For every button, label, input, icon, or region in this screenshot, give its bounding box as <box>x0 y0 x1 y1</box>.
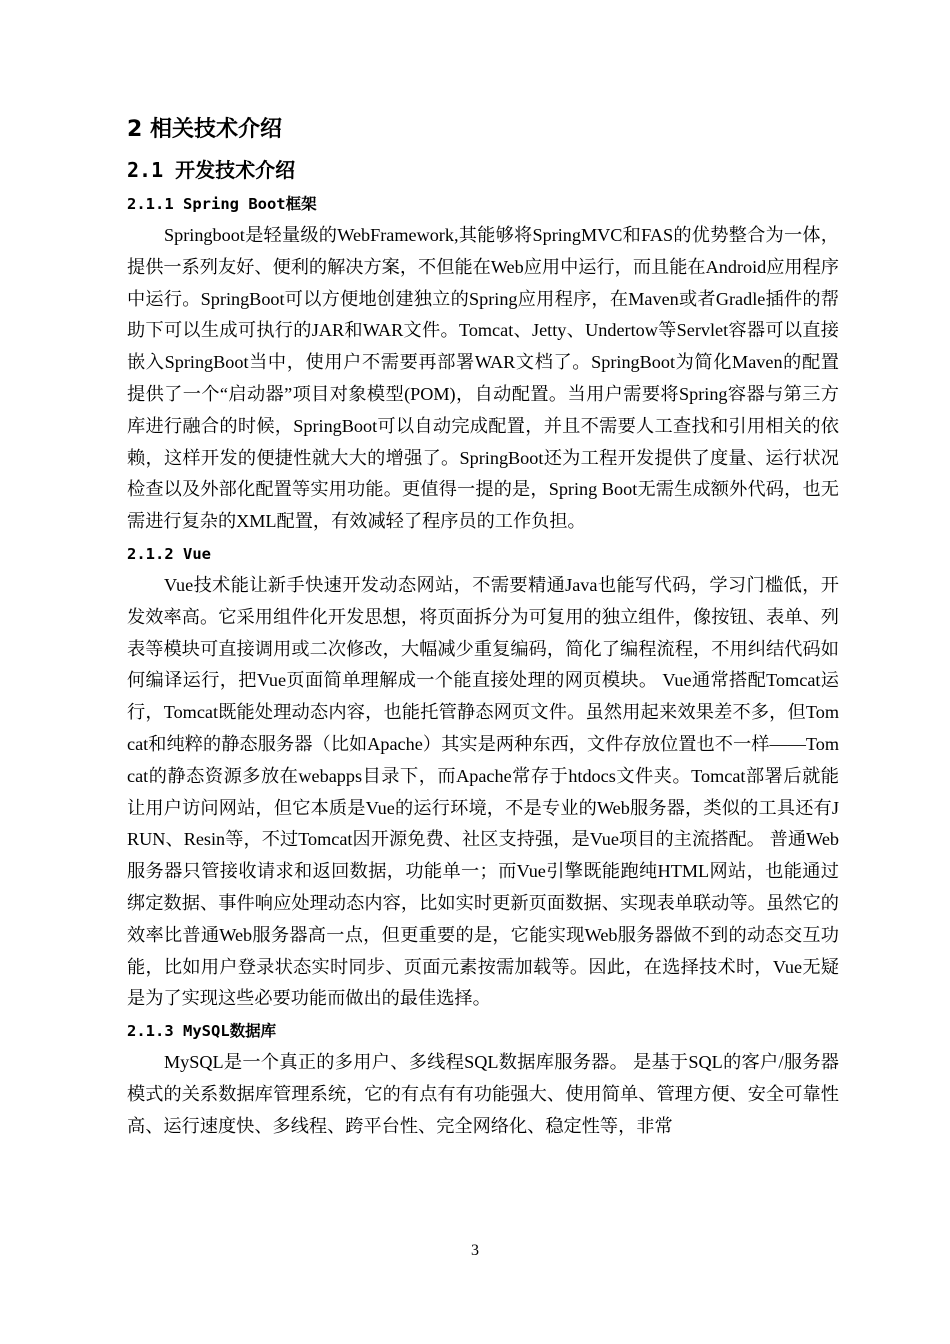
paragraph-spring-boot: Springboot是轻量级的WebFramework,其能够将SpringMVC和FAS的优势整合为一体，提供一系列友好、便利的解决方案，不但能在Web应用中运行，而且能在Android应用程序中运行。SpringBoot可以方便地创建独立的Spring应用程序，在Maven或者Gradle插件的帮助下可以生成可执行的JAR和WAR文件。Tomcat、Jetty、Undertow等Servlet容器可以直接嵌入SpringBoot当中，使用户不需要再部署WAR文档了。SpringBoot为简化Maven的配置提供了一个“启动器”项目对象模型(POM)，自动配置。当用户需要将Spring容器与第三方库进行融合的时候，SpringBoot可以自动完成配置，并且不需要人工查找和引用相关的依赖，这样开发的便捷性就大大的增强了。SpringBoot还为工程开发提供了度量、运行状况检查以及外部化配置等实用功能。更值得一提的是，Spring Boot无需生成额外代码，也无需进行复杂的XML配置，有效减轻了程序员的工作负担。 <box>127 225 839 532</box>
page-body <box>127 112 839 1143</box>
chapter-heading: 2 相关技术介绍 <box>127 117 282 142</box>
paragraph-vue: Vue技术能让新手快速开发动态网站，不需要精通Java也能写代码，学习门槛低，开发效率高。它采用组件化开发思想，将页面拆分为可复用的独立组件，像按钮、表单、列表等模块可直接调用或二次修改，大幅减少重复编码，简化了编程流程，不用纠结代码如何编译运行，把Vue页面简单理解成一个能直接处理的网页模块。 Vue通常搭配Tomcat运行，Tomcat既能处理动态内容，也能托管静态网页文件。虽然用起来效果差不多，但Tomcat和纯粹的静态服务器（比如Apache）其实是两种东西，文件存放位置也不一样——Tomcat的静态资源多放在webapps目录下，而Apache常存于htdocs文件夹。Tomcat部署后就能让用户访问网站，但它本质是Vue的运行环境，不是专业的Web服务器，类似的工具还有JRUN、Resin等，不过Tomcat因开源免费、社区支持强，是Vue项目的主流搭配。 普通Web服务器只管接收请求和返回数据，功能单一；而Vue引擎既能跑纯HTML网站，也能通过绑定数据、事件响应处理动态内容，比如实时更新页面数据、实现表单联动等。虽然它的效率比普通Web服务器高一点，但更重要的是，它能实现Web服务器做不到的动态交互功能，比如用户登录状态实时同步、页面元素按需加载等。因此，在选择技术时，Vue无疑是为了实现这些必要功能而做出的最佳选择。 <box>127 574 839 1009</box>
subsection-heading-vue: 2.1.2 Vue <box>127 544 211 563</box>
paragraph-mysql: MySQL是一个真正的多用户、多线程SQL数据库服务器。 是基于SQL的客户/服务器模式的关系数据库管理系统，它的有点有有功能强大、使用简单、管理方便、安全可靠性高、运行速度快、多线程、跨平台性、完全网络化、稳定性等，非常 <box>127 1052 839 1136</box>
page-number: 3 <box>471 1242 479 1259</box>
subsection-heading-spring-boot: 2.1.1 Spring Boot框架 <box>127 195 317 213</box>
section-heading: 2.1 开发技术介绍 <box>127 158 296 182</box>
subsection-heading-mysql: 2.1.3 MySQL数据库 <box>127 1022 277 1041</box>
